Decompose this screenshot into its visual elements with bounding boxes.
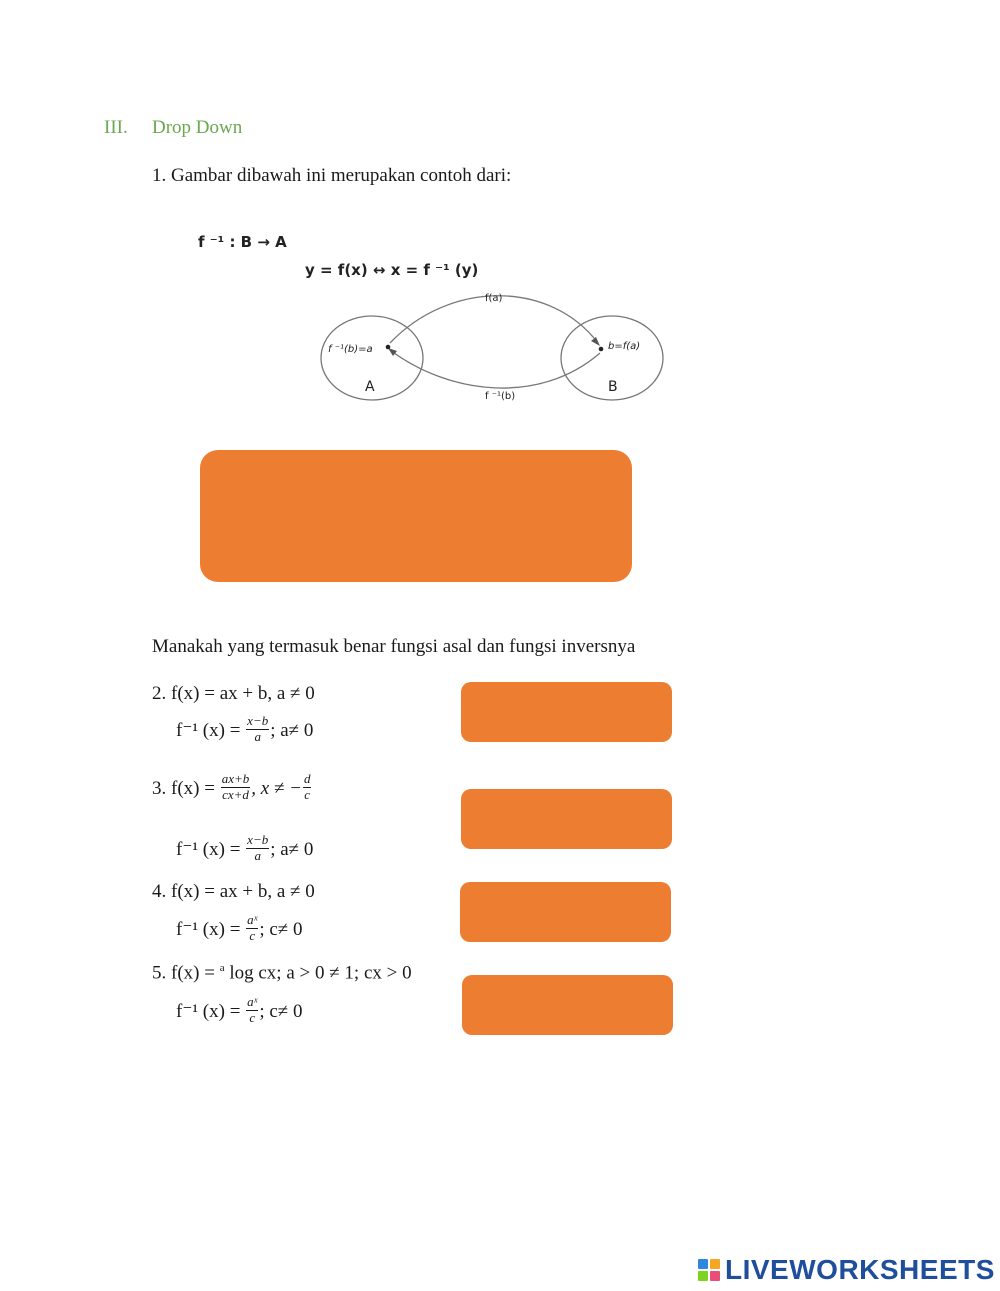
point-a [386,345,391,350]
question-2-function: 2. f(x) = ax + b, a ≠ 0 [152,683,315,704]
liveworksheets-logo [698,1255,995,1285]
question-4-inverse: f⁻¹ (x) = $\frac{\text{aˣ}}{c}$ ; c≠ 0 [176,912,303,943]
right-point-label: b=f(a) [608,341,641,352]
question-3-inverse: f⁻¹ (x) = $\frac{x-b}{a}$ ; a≠ 0 [176,832,314,863]
section-title: Drop Down [152,117,243,138]
question-1-text: 1. Gambar dibawah ini merupakan contoh dari: [152,165,512,186]
point-b [599,347,604,352]
diagram-line-2: y = f(x) ↔ x = f ⁻¹ (y) [305,261,479,279]
dropdown-answer-3[interactable] [461,789,672,849]
question-5-inverse: f⁻¹ (x) = $\frac{\text{aˣ}}{c}$ ; c≠ 0 [176,994,303,1025]
arrow-f-inverse [390,350,600,388]
set-b-label: B [608,379,618,395]
prompt-text: Manakah yang termasuk benar fungsi asal dan fungsi inversnya [152,636,636,657]
logo-text: LIVEWORKSHEETS [725,1254,995,1285]
inverse-function-diagram [190,225,680,415]
diagram-line-1: f ⁻¹ : B → A [198,233,287,251]
arrow-bottom-label: f ⁻¹(b) [485,391,516,402]
dropdown-answer-1[interactable] [200,450,632,582]
dropdown-answer-5[interactable] [462,975,673,1035]
question-2-inverse: f⁻¹ (x) = $\frac{x-b}{a}$ ; a≠ 0 [176,713,314,744]
logo-mark-icon [698,1259,720,1281]
arrow-top-label: f(a) [485,293,503,304]
arrow-f-head [591,337,600,346]
question-4-function: 4. f(x) = ax + b, a ≠ 0 [152,881,315,902]
set-a-label: A [365,379,375,395]
left-point-label: f ⁻¹(b)=a [328,344,373,355]
dropdown-answer-4[interactable] [460,882,671,942]
section-number: III. [104,117,128,138]
dropdown-answer-2[interactable] [461,682,672,742]
question-3-function: 3. f(x) = $\frac{ax+b}{cx+d}$ , x ≠ − $\frac{d}{c}$ [152,771,311,802]
question-5-function: 5. f(x) = $^a$ log cx; a > 0 ≠ 1; cx > 0 [152,962,412,984]
